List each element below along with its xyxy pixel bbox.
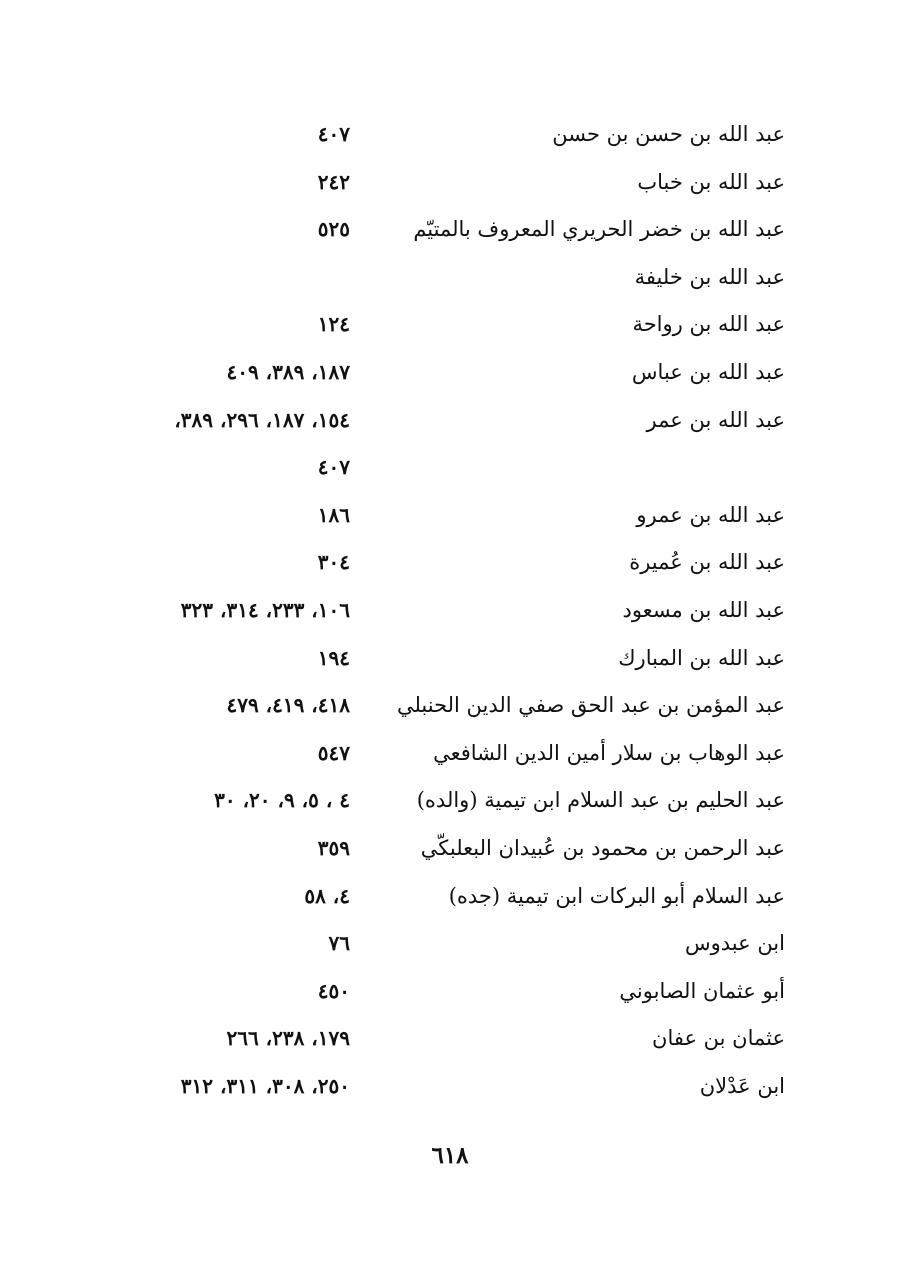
entry-name: عبد المؤمن بن عبد الحق صفي الدين الحنبلي: [396, 693, 785, 718]
index-entry: [110, 875, 785, 923]
entry-pages: ٢٤٢: [317, 169, 350, 194]
index-entry: [110, 922, 785, 970]
index-entry: [110, 637, 785, 685]
index-entry: [110, 1017, 785, 1065]
entry-pages: ٤ ، ٥، ٩، ٢٠، ٣٠: [214, 788, 350, 813]
index-entry: [110, 303, 785, 351]
entry-pages: ٤٥٠: [317, 978, 350, 1003]
entry-pages: ١٨٧، ٣٨٩، ٤٠٩: [226, 359, 350, 384]
entry-name: أبو عثمان الصابوني: [619, 978, 785, 1003]
entry-pages: ٢٥٠، ٣٠٨، ٣١١، ٣١٢: [180, 1073, 350, 1098]
entry-pages: ٥٤٧: [317, 740, 350, 765]
entry-name: ابن عبدوس: [684, 931, 785, 956]
entry-name: عبد الله بن عباس: [631, 359, 785, 384]
entry-name: عبد الله بن خليفة: [634, 264, 785, 289]
index-entry: [110, 256, 785, 304]
entry-name: عبد الوهاب بن سلار أمين الدين الشافعي: [433, 740, 785, 765]
index-entry: [110, 589, 785, 637]
entry-name: عبد الله بن عمر: [646, 407, 785, 432]
index-entry: [110, 779, 785, 827]
entry-name: عبد الله بن المبارك: [618, 645, 785, 670]
page-number: ٦١٨: [431, 1142, 469, 1169]
entry-pages: ٤٠٧: [317, 122, 350, 146]
entry-pages: ١٥٤، ١٨٧، ٢٩٦، ٣٨٩،: [174, 407, 350, 432]
entry-name: عثمان بن عفان: [652, 1026, 785, 1051]
entry-pages: ٤١٨، ٤١٩، ٤٧٩: [226, 693, 350, 718]
entry-name: عبد الله بن عُميرة: [629, 550, 785, 575]
index-entry: [110, 684, 785, 732]
entry-pages: ١٧٩، ٢٣٨، ٢٦٦: [226, 1026, 350, 1051]
entry-name: عبد الحليم بن عبد السلام ابن تيمية (والده): [416, 788, 785, 813]
entry-name: ابن عَدْلان: [699, 1073, 785, 1098]
index-entry: [110, 541, 785, 589]
entry-pages: ٥٢٥: [317, 217, 350, 242]
index-entries-list: [110, 113, 785, 1112]
index-entry: [110, 1065, 785, 1113]
index-entry: [110, 970, 785, 1018]
entry-pages: ٣٠٤: [317, 550, 350, 575]
entry-name: عبد الله بن عمرو: [636, 502, 785, 527]
entry-name: عبد الله بن خباب: [637, 169, 785, 194]
entry-pages: ١٢٤: [317, 312, 350, 337]
index-entry: [110, 113, 785, 161]
index-entry: [110, 351, 785, 399]
entry-pages: ١٨٦: [317, 502, 350, 527]
index-entry: [110, 494, 785, 542]
index-entry: [110, 732, 785, 780]
entry-name: عبد الله بن حسن بن حسن: [552, 122, 785, 146]
entry-name: عبد الله بن مسعود: [622, 597, 785, 622]
entry-pages: ١٩٤: [317, 645, 350, 670]
index-entry-continuation: [110, 446, 785, 494]
entry-pages: ٤٠٧: [317, 455, 350, 480]
entry-name: عبد السلام أبو البركات ابن تيمية (جده): [448, 883, 785, 908]
entry-pages: ٧٦: [328, 931, 350, 956]
index-entry: [110, 208, 785, 256]
entry-pages: ٣٥٩: [317, 835, 350, 860]
index-entry: [110, 399, 785, 447]
entry-name: عبد الرحمن بن محمود بن عُبيدان البعلبكّي: [420, 835, 785, 860]
index-entry: [110, 827, 785, 875]
entry-pages: ٤، ٥٨: [304, 883, 350, 908]
entry-pages: ١٠٦، ٢٣٣، ٣١٤، ٣٢٣: [180, 597, 350, 622]
entry-name: عبد الله بن رواحة: [632, 312, 785, 337]
index-entry: [110, 161, 785, 209]
entry-name: عبد الله بن خضر الحريري المعروف بالمتيّم: [413, 217, 785, 242]
